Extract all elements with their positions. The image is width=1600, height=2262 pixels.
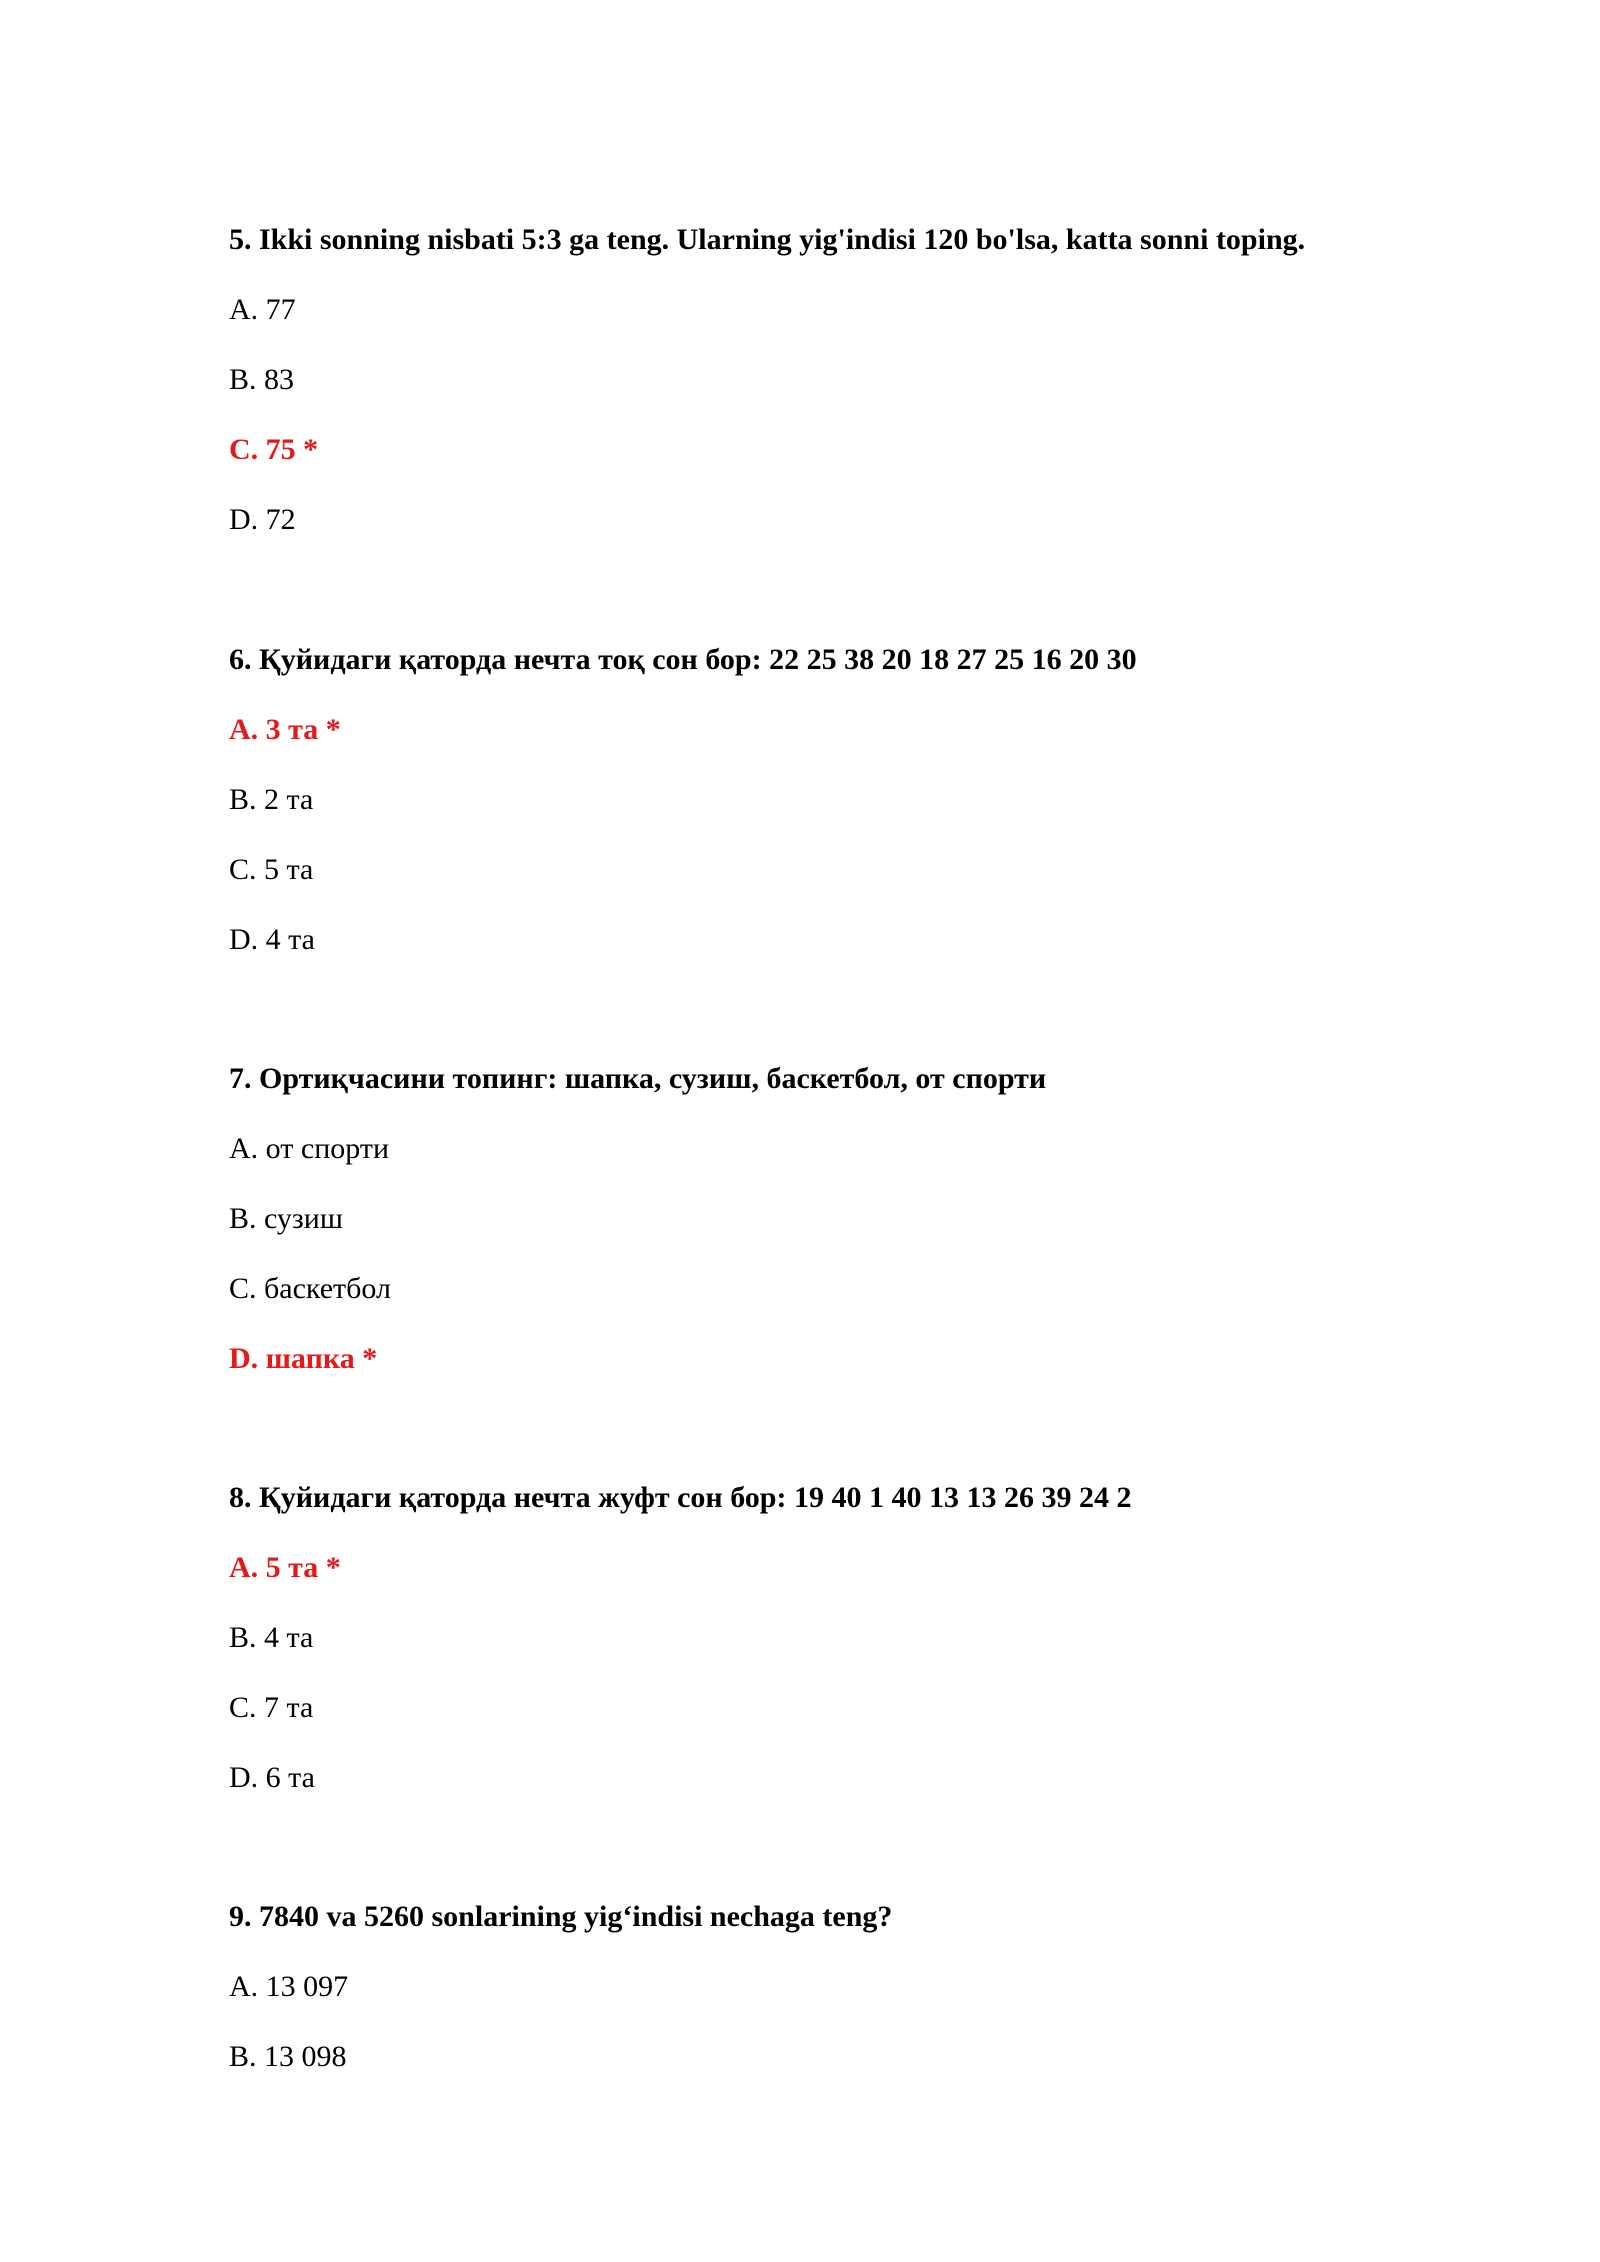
option-a: A. 77 xyxy=(229,293,296,326)
option-d: D. 4 та xyxy=(229,923,315,956)
option-d-correct: D. шапка * xyxy=(229,1342,378,1375)
question-text: 6. Қуйидаги қаторда нечта тоқ сон бор: 22 25 38 20 18 27 25 16 20 30 xyxy=(229,643,1137,676)
question-5 xyxy=(229,222,1469,538)
question-9 xyxy=(229,1899,1469,2075)
option-b: B. 83 xyxy=(229,363,295,396)
option-c: C. 7 та xyxy=(229,1691,314,1724)
option-c: C. баскетбол xyxy=(229,1272,391,1305)
option-a: A. от спорти xyxy=(229,1132,390,1165)
question-text: 5. Ikki sonning nisbati 5:3 ga teng. Ularning yig'indisi 120 bo'lsa, katta sonni toping. xyxy=(229,223,1306,256)
question-text: 8. Қуйидаги қаторда нечта жуфт сон бор: 19 40 1 40 13 13 26 39 24 2 xyxy=(229,1481,1132,1514)
option-a: A. 13 097 xyxy=(229,1970,349,2003)
option-b: B. 13 098 xyxy=(229,2040,347,2073)
question-6 xyxy=(229,642,1469,958)
option-c: C. 5 та xyxy=(229,853,314,886)
option-b: B. 4 та xyxy=(229,1621,314,1654)
option-d: D. 6 та xyxy=(229,1761,315,1794)
question-7 xyxy=(229,1061,1469,1377)
question-text: 7. Ортиқчасини топинг: шапка, сузиш, баскетбол, от спорти xyxy=(229,1062,1047,1095)
option-a-correct: A. 5 та * xyxy=(229,1551,341,1584)
option-b: B. сузиш xyxy=(229,1202,343,1235)
option-c-correct: C. 75 * xyxy=(229,433,319,466)
option-a-correct: A. 3 та * xyxy=(229,713,341,746)
question-8 xyxy=(229,1480,1469,1796)
option-b: B. 2 та xyxy=(229,783,314,816)
question-text: 9. 7840 va 5260 sonlarining yig‘indisi nechaga teng? xyxy=(229,1900,893,1933)
option-d: D. 72 xyxy=(229,503,296,536)
